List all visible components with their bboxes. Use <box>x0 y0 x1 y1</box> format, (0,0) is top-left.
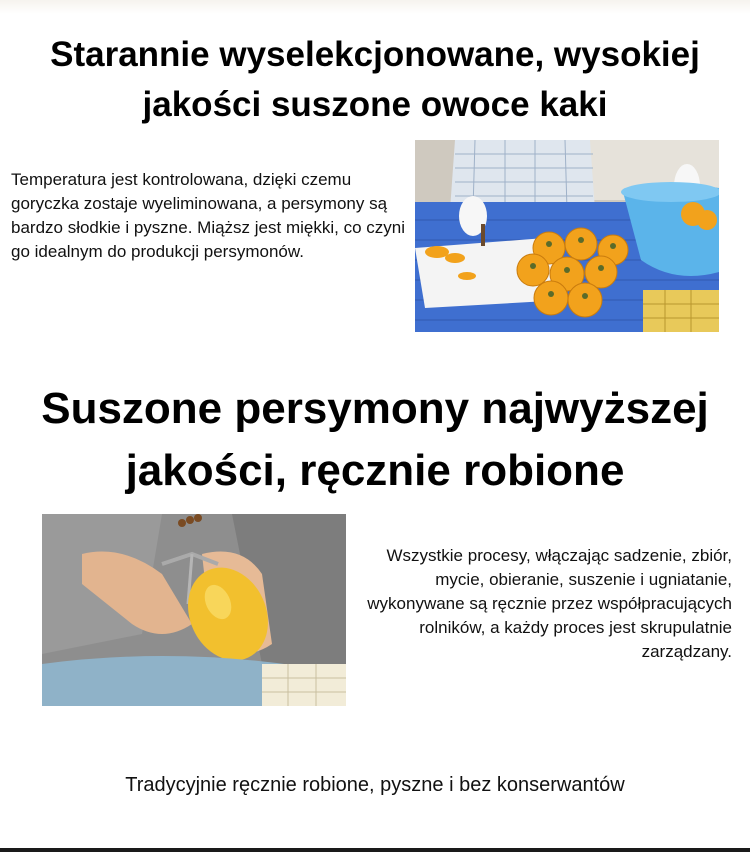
bottom-divider <box>0 848 750 852</box>
footer-tagline: Tradycyjnie ręcznie robione, pyszne i bez konserwantów <box>125 774 625 796</box>
persimmon-cutting-illustration <box>415 140 719 332</box>
section1-title: Starannie wyselekcjonowane, wysokiej jakości suszone owoce kaki <box>50 35 700 124</box>
section2-description: Wszystkie procesy, włączając sadzenie, zbiór, mycie, obieranie, suszenie i ugniatanie, wykonywane są ręcznie przez współpracujących rolników, a każdy proces jest skrupulatnie zarządzany. <box>367 546 732 661</box>
persimmon-peeling-photo <box>42 514 346 706</box>
persimmon-peeling-illustration <box>42 514 346 706</box>
top-decorative-strip <box>0 0 750 14</box>
persimmon-cutting-photo <box>415 140 719 332</box>
section2-title: Suszone persymony najwyższej jakości, ręcznie robione <box>41 384 709 495</box>
section1-description: Temperatura jest kontrolowana, dzięki czemu goryczka zostaje wyeliminowana, a persymony są bardzo słodkie i pyszne. Miąższ jest miękki, co czyni go idealnym do produkcji persymonów. <box>11 170 405 261</box>
